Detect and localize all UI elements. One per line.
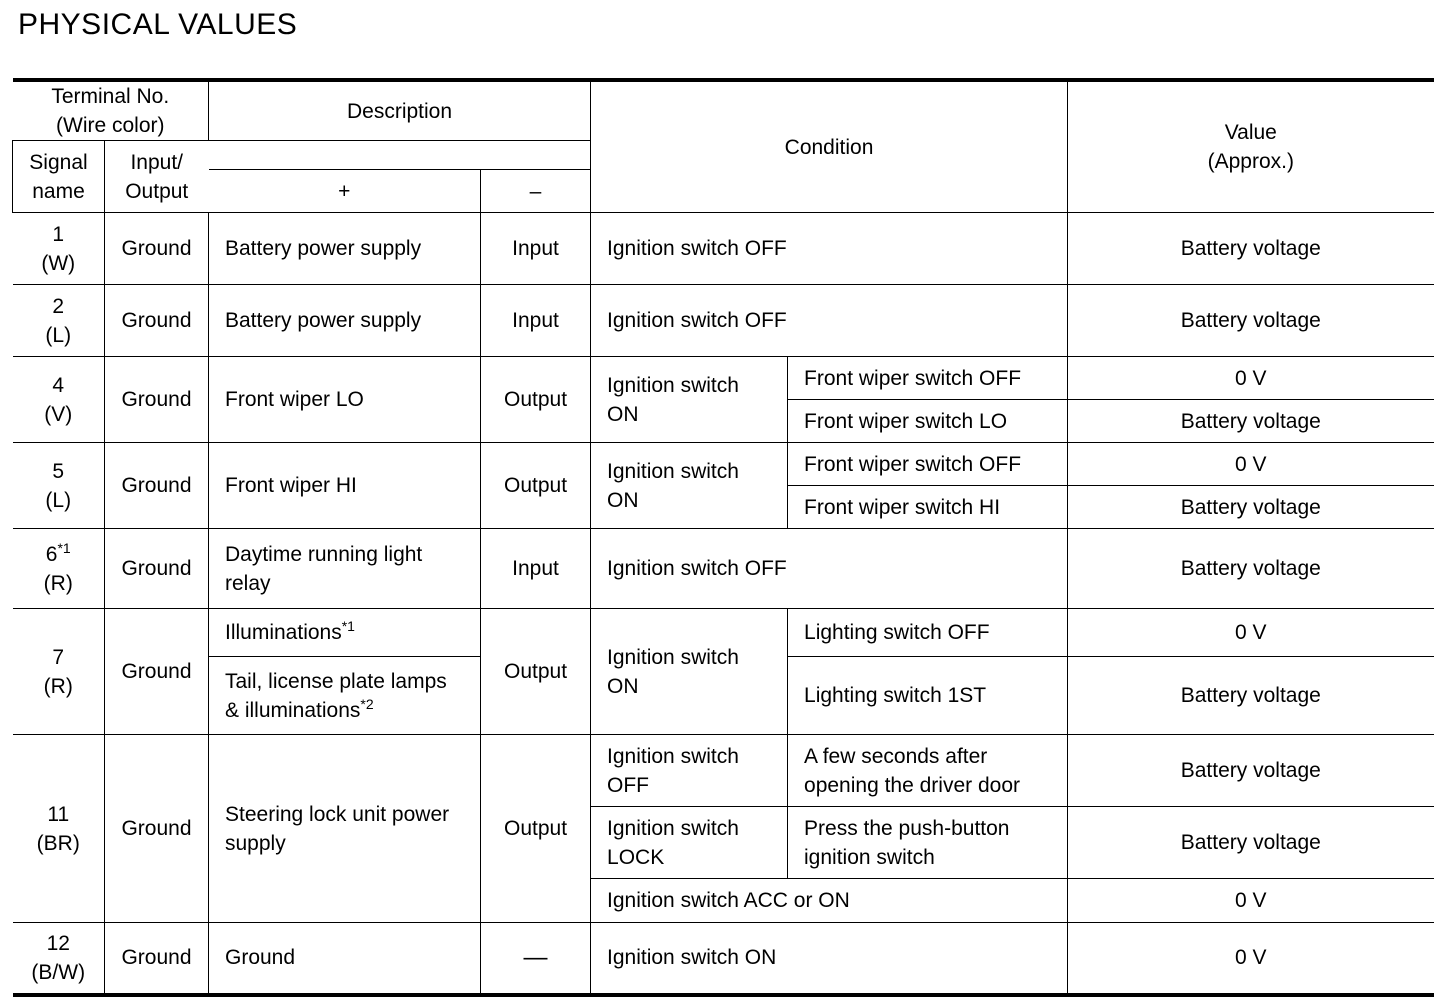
value-header: Value (Approx.) [1068,80,1434,213]
io-cell: Output [481,443,591,529]
terminal-cell: 4 (V) [13,357,105,443]
condition-sub-cell: A few seconds after opening the driver door [788,735,1068,807]
io-cell: Input [481,529,591,609]
terminal-cell: 2 (L) [13,285,105,357]
signal-name-cell: Steering lock unit power supply [209,735,481,923]
terminal-cell: 1 (W) [13,213,105,285]
ground-cell: Ground [105,735,209,923]
condition-main-cell: Ignition switch ON [591,443,788,529]
signal-name-cell: Daytime running light relay [209,529,481,609]
terminal-no-header: Terminal No. (Wire color) [13,80,209,141]
condition-header: Condition [591,80,1068,213]
terminal-cell: 7 (R) [13,609,105,735]
signal-name-header: Signal name [13,141,105,213]
value-cell: 0 V [1068,609,1434,657]
terminal-cell: 5 (L) [13,443,105,529]
ground-cell: Ground [105,213,209,285]
value-cell: Battery voltage [1068,657,1434,735]
table-row [13,735,1434,807]
signal-name-cell: Tail, license plate lamps & illuminations$^{*2}$ [209,657,481,735]
condition-sub-cell: Front wiper switch OFF [788,443,1068,486]
value-cell: Battery voltage [1068,213,1434,285]
value-cell: Battery voltage [1068,285,1434,357]
physical-values-table [12,78,1434,997]
ground-cell: Ground [105,285,209,357]
condition-cell: Ignition switch ACC or ON [591,879,1068,923]
signal-name-cell: Ground [209,923,481,995]
condition-sub-cell: Front wiper switch OFF [788,357,1068,400]
condition-main-cell: Ignition switch ON [591,357,788,443]
signal-name-cell: Battery power supply [209,285,481,357]
plus-header: + [209,170,481,213]
signal-name-cell: Battery power supply [209,213,481,285]
terminal-cell: 6$^{*1}$ (R) [13,529,105,609]
table-row [13,285,1434,357]
io-cell: Input [481,285,591,357]
value-cell: 0 V [1068,923,1434,995]
io-cell: Input [481,213,591,285]
table-row [13,609,1434,657]
condition-sub-cell: Press the push-button ignition switch [788,807,1068,879]
condition-cell: Ignition switch OFF [591,213,1068,285]
signal-name-cell: Illuminations$^{*1}$ [209,609,481,657]
input-output-header: Input/ Output [105,141,209,213]
ground-cell: Ground [105,357,209,443]
terminal-cell: 11 (BR) [13,735,105,923]
value-cell: Battery voltage [1068,400,1434,443]
condition-cell: Ignition switch OFF [591,529,1068,609]
io-cell: — [481,923,591,995]
value-cell: Battery voltage [1068,807,1434,879]
value-cell: Battery voltage [1068,735,1434,807]
table-row [13,213,1434,285]
value-cell: Battery voltage [1068,486,1434,529]
table-row [13,443,1434,486]
ground-cell: Ground [105,609,209,735]
value-cell: Battery voltage [1068,529,1434,609]
terminal-cell: 12 (B/W) [13,923,105,995]
condition-sub-cell: Front wiper switch LO [788,400,1068,443]
ground-cell: Ground [105,443,209,529]
condition-main-cell: Ignition switch ON [591,609,788,735]
table-row [13,923,1434,995]
table-row [13,529,1434,609]
condition-sub-cell: Lighting switch OFF [788,609,1068,657]
signal-name-cell: Front wiper LO [209,357,481,443]
io-cell: Output [481,735,591,923]
condition-cell: Ignition switch OFF [591,285,1068,357]
value-cell: 0 V [1068,879,1434,923]
ground-cell: Ground [105,923,209,995]
condition-cell: Ignition switch ON [591,923,1068,995]
io-cell: Output [481,357,591,443]
minus-header: – [481,170,591,213]
ground-cell: Ground [105,529,209,609]
condition-main-cell: Ignition switch LOCK [591,807,788,879]
condition-main-cell: Ignition switch OFF [591,735,788,807]
condition-sub-cell: Lighting switch 1ST [788,657,1068,735]
io-cell: Output [481,609,591,735]
page-title: PHYSICAL VALUES [18,8,298,41]
value-cell: 0 V [1068,357,1434,400]
description-header: Description [209,80,591,141]
value-cell: 0 V [1068,443,1434,486]
signal-name-cell: Front wiper HI [209,443,481,529]
table-row [13,357,1434,400]
condition-sub-cell: Front wiper switch HI [788,486,1068,529]
